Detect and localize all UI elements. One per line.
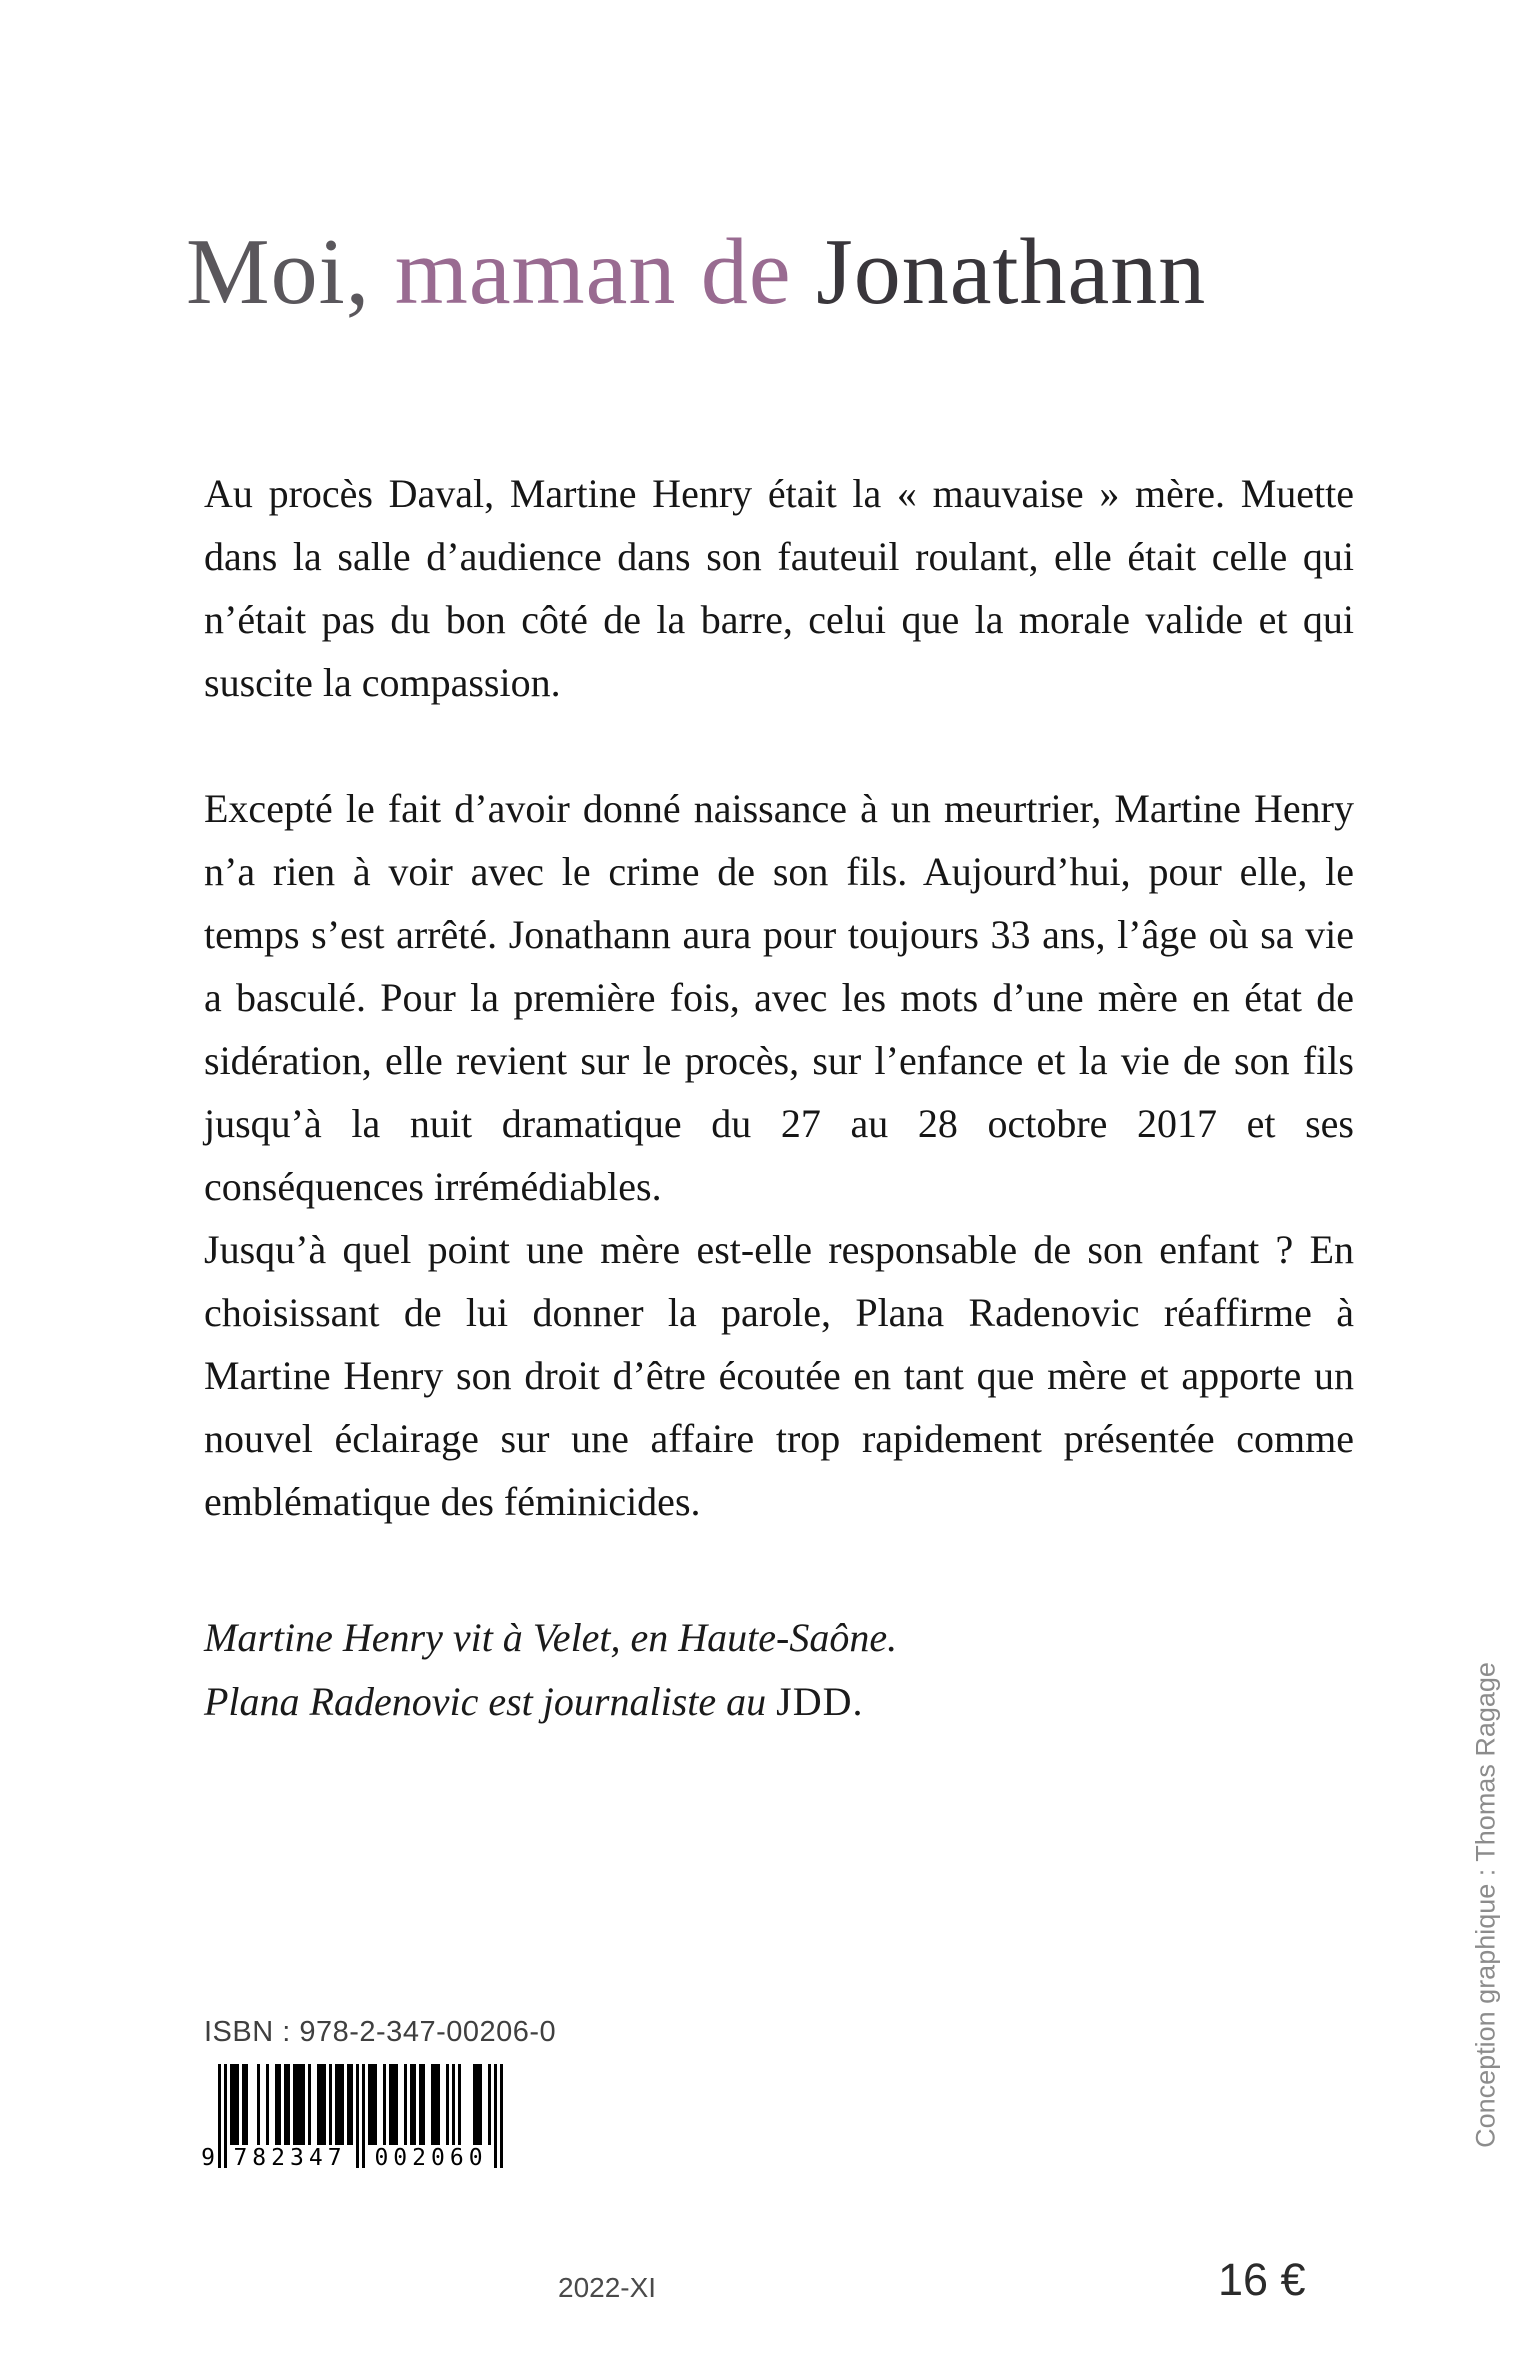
title-part-moi: Moi,	[186, 220, 371, 324]
title-part-maman-de: maman de	[394, 220, 792, 324]
paragraph-3: Jusqu’à quel point une mère est-elle responsable de son enfant ? En choisissant de lui donner la parole, Plana Radenovic réaffirme à Martine Henry son droit d’être écoutée en tant que mère et apporte un nouvel éclairage sur une affaire trop rapidement présentée comme emblématique des féminicides.	[204, 1227, 1354, 1524]
design-credit: Conception graphique : Thomas Ragage	[1470, 1662, 1501, 2148]
price: 16 €	[1218, 2254, 1306, 2305]
book-title	[186, 218, 1206, 326]
isbn-label: ISBN : 978-2-347-00206-0	[204, 2016, 557, 2048]
bio-line-1: Martine Henry vit à Velet, en Haute-Saône.	[204, 1615, 898, 1660]
barcode-digits-group2: 002060	[368, 2145, 494, 2172]
bio-line-2-brand: JDD.	[776, 1679, 864, 1724]
bio-line-2	[204, 1670, 1354, 1734]
title-part-jonathann: Jonathann	[816, 220, 1207, 324]
edition-code: 2022-XI	[558, 2272, 657, 2303]
paragraph-2: Excepté le fait d’avoir donné naissance à un meurtrier, Martine Henry n’a rien à voir avec le crime de son fils. Aujourd’hui, pour elle, le temps s’est arrêté. Jonathann aura pour toujours 33 ans, l’âge où sa vie a basculé. Pour la première fois, avec les mots d’une mère en état de sidération, elle revient sur le procès, sur l’enfance et la vie de son fils jusqu’à la nuit dramatique du 27 au 28 octobre 2017 et ses conséquences irrémédiables.	[204, 786, 1354, 1209]
author-bio	[204, 1606, 1354, 1734]
barcode	[201, 2064, 504, 2171]
barcode-digits-group1: 782347	[227, 2145, 353, 2172]
bio-line-2-text: Plana Radenovic est journaliste au	[204, 1679, 777, 1724]
back-cover-text	[204, 462, 1354, 1533]
paragraph-1: Au procès Daval, Martine Henry était la « mauvaise » mère. Muette dans la salle d’audience dans son fauteuil roulant, elle était celle qui n’était pas du bon côté de la barre, celui que la morale valide et qui suscite la compassion.	[204, 471, 1354, 705]
barcode-digit-lead: 9	[201, 2145, 215, 2171]
